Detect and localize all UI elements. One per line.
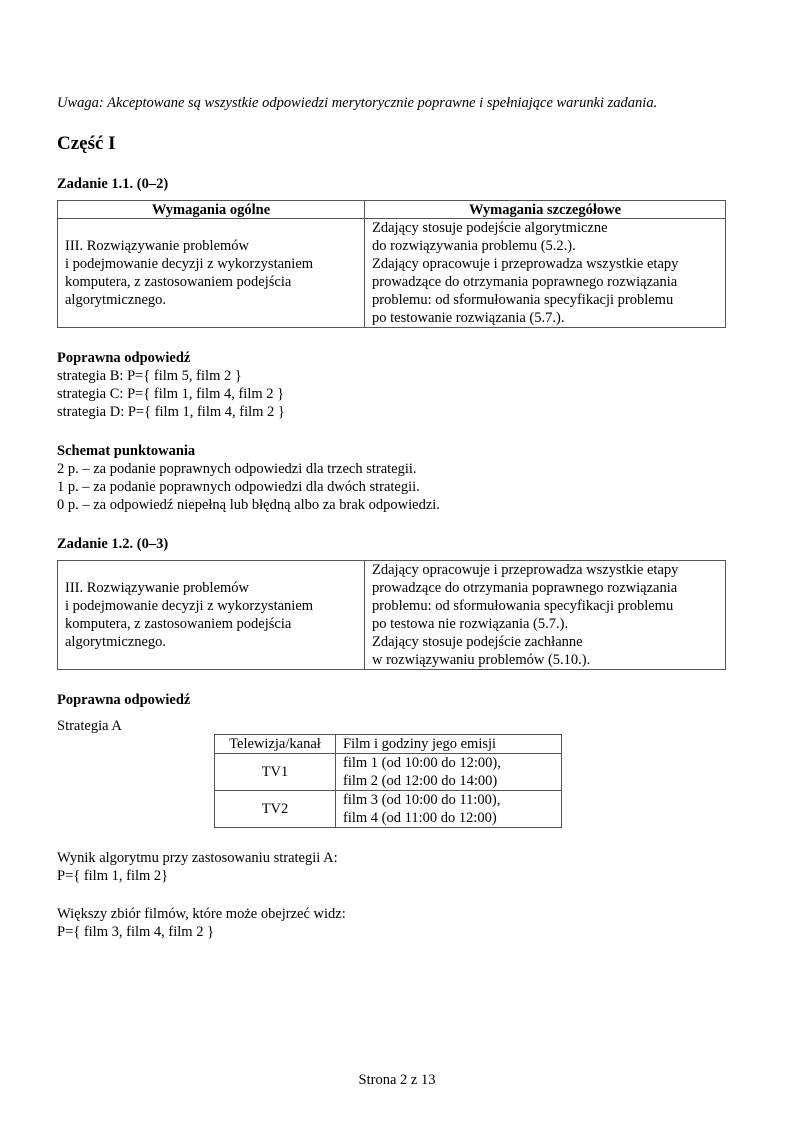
films-cell: [336, 754, 562, 791]
general-requirements-cell: [58, 561, 365, 670]
task-1-2-title: Zadanie 1.2. (0–3): [57, 536, 169, 552]
table-header-row: [58, 201, 726, 219]
detailed-requirements-cell: [365, 561, 726, 670]
text-line: Zdający stosuje podejście zachłanne: [372, 634, 583, 650]
text-line: algorytmicznego.: [65, 292, 167, 308]
table-row: [58, 219, 726, 328]
acceptance-note: Uwaga: Akceptowane są wszystkie odpowiedzi merytorycznie poprawne i spełniające warunki zadania.: [57, 95, 658, 111]
film-line: film 1 (od 10:00 do 12:00),: [343, 755, 501, 771]
text-line: Zdający opracowuje i przeprowadza wszystkie etapy: [372, 256, 679, 272]
scoring-heading: Schemat punktowania: [57, 443, 196, 459]
text-line: komputera, z zastosowaniem podejścia: [65, 274, 292, 290]
channel-cell: TV1: [215, 754, 336, 791]
text-line: III. Rozwiązywanie problemów: [65, 238, 250, 254]
text-line: i podejmowanie decyzji z wykorzystaniem: [65, 598, 314, 614]
text-line: algorytmicznego.: [65, 634, 167, 650]
text-line: po testowanie rozwiązania (5.7.).: [372, 310, 565, 326]
table-row: [215, 754, 562, 791]
answer-line: strategia D: P={ film 1, film 4, film 2 }: [57, 404, 285, 420]
answer-line: strategia B: P={ film 5, film 2 }: [57, 368, 242, 384]
table-row: [58, 561, 726, 670]
header-film: Film i godziny jego emisji: [336, 735, 562, 754]
text-line: w rozwiązywaniu problemów (5.10.).: [372, 652, 591, 668]
result-value: P={ film 1, film 2}: [57, 868, 169, 884]
film-line: film 3 (od 10:00 do 11:00),: [343, 792, 501, 808]
text-line: problemu: od sformułowania specyfikacji problemu: [372, 292, 674, 308]
general-requirements-cell: [58, 219, 365, 328]
text-line: do rozwiązywania problemu (5.2.).: [372, 238, 576, 254]
text-line: problemu: od sformułowania specyfikacji problemu: [372, 598, 674, 614]
bigger-set-value: P={ film 3, film 4, film 2 }: [57, 924, 215, 940]
tv-schedule-table: [214, 734, 562, 828]
answer-heading: Poprawna odpowiedź: [57, 350, 191, 366]
task-1-1-requirements-table: [57, 200, 726, 328]
film-line: film 4 (od 11:00 do 12:00): [343, 810, 497, 826]
text-line: i podejmowanie decyzji z wykorzystaniem: [65, 256, 314, 272]
channel-cell: TV2: [215, 791, 336, 828]
page-number: Strona 2 z 13: [358, 1072, 436, 1088]
task-1-1-title: Zadanie 1.1. (0–2): [57, 176, 169, 192]
text-line: III. Rozwiązywanie problemów: [65, 580, 250, 596]
header-detailed-requirements: Wymagania szczegółowe: [365, 201, 726, 219]
scoring-line: 0 p. – za odpowiedź niepełną lub błędną albo za brak odpowiedzi.: [57, 497, 440, 513]
table-header-row: [215, 735, 562, 754]
header-channel: Telewizja/kanał: [215, 735, 336, 754]
scoring-line: 1 p. – za podanie poprawnych odpowiedzi dla dwóch strategii.: [57, 479, 420, 495]
text-line: Zdający stosuje podejście algorytmiczne: [372, 220, 608, 236]
result-label: Wynik algorytmu przy zastosowaniu strategii A:: [57, 850, 338, 866]
table-row: [215, 791, 562, 828]
answer-heading: Poprawna odpowiedź: [57, 692, 191, 708]
films-cell: [336, 791, 562, 828]
scoring-line: 2 p. – za podanie poprawnych odpowiedzi dla trzech strategii.: [57, 461, 417, 477]
part-title: Część I: [57, 133, 116, 154]
answer-line: strategia C: P={ film 1, film 4, film 2 }: [57, 386, 285, 402]
text-line: prowadzące do otrzymania poprawnego rozwiązania: [372, 580, 678, 596]
strategy-label: Strategia A: [57, 718, 122, 734]
header-general-requirements: Wymagania ogólne: [58, 201, 365, 219]
text-line: po testowa nie rozwiązania (5.7.).: [372, 616, 569, 632]
text-line: prowadzące do otrzymania poprawnego rozwiązania: [372, 274, 678, 290]
text-line: komputera, z zastosowaniem podejścia: [65, 616, 292, 632]
detailed-requirements-cell: [365, 219, 726, 328]
bigger-set-label: Większy zbiór filmów, które może obejrzeć widz:: [57, 906, 346, 922]
text-line: Zdający opracowuje i przeprowadza wszystkie etapy: [372, 562, 679, 578]
film-line: film 2 (od 12:00 do 14:00): [343, 773, 498, 789]
task-1-2-requirements-table: [57, 560, 726, 670]
